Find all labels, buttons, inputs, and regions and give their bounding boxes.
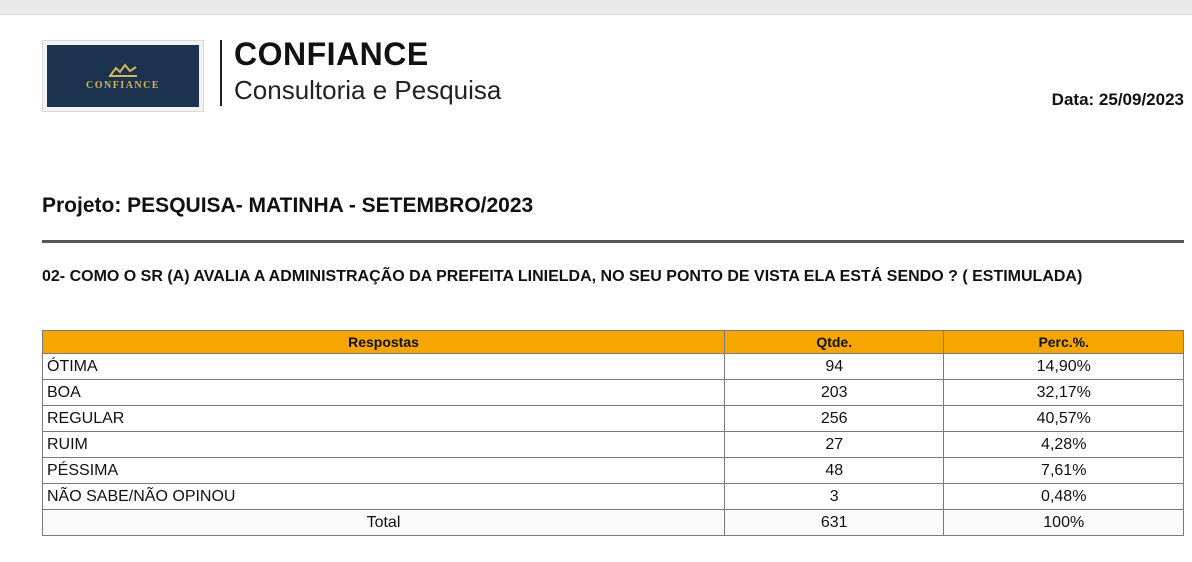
question-text: 02- COMO O SR (A) AVALIA A ADMINISTRAÇÃO DA PREFEITA LINIELDA, NO SEU PONTO DE VISTA ELA ESTÁ SENDO ? ( ESTIMULADA) (42, 268, 1083, 285)
total-qtde: 631 (724, 510, 944, 536)
total-row (43, 510, 1184, 536)
table-row (43, 380, 1184, 406)
row-label: PÉSSIMA (43, 458, 725, 484)
logo-panel (47, 45, 199, 107)
header-divider (220, 40, 222, 106)
project-title: Projeto: PESQUISA- MATINHA - SETEMBRO/2023 (42, 194, 534, 217)
table-row (43, 432, 1184, 458)
horizontal-rule (42, 240, 1184, 243)
table-row (43, 406, 1184, 432)
logo-emblem-icon (106, 62, 140, 78)
total-perc: 100% (944, 510, 1184, 536)
brand-title: CONFIANCE (234, 36, 429, 72)
row-qtde: 94 (724, 354, 944, 380)
row-qtde: 48 (724, 458, 944, 484)
total-label: Total (43, 510, 725, 536)
row-label: BOA (43, 380, 725, 406)
row-label: RUIM (43, 432, 725, 458)
column-header-qtde: Qtde. (724, 331, 944, 354)
row-label: REGULAR (43, 406, 725, 432)
top-bar (0, 0, 1192, 15)
report-date: Data: 25/09/2023 (1051, 90, 1184, 109)
row-perc: 0,48% (944, 484, 1184, 510)
row-perc: 4,28% (944, 432, 1184, 458)
row-perc: 40,57% (944, 406, 1184, 432)
column-header-respostas: Respostas (43, 331, 725, 354)
table-header-row (43, 331, 1184, 354)
row-label: ÓTIMA (43, 354, 725, 380)
row-perc: 14,90% (944, 354, 1184, 380)
row-qtde: 256 (724, 406, 944, 432)
row-perc: 7,61% (944, 458, 1184, 484)
row-qtde: 27 (724, 432, 944, 458)
table-row (43, 354, 1184, 380)
row-qtde: 3 (724, 484, 944, 510)
logo-text: CONFIANCE (85, 79, 161, 91)
row-perc: 32,17% (944, 380, 1184, 406)
table-row (43, 458, 1184, 484)
results-table (42, 330, 1184, 536)
column-header-perc: Perc.%. (944, 331, 1184, 354)
brand-subtitle: Consultoria e Pesquisa (234, 75, 502, 105)
company-logo (42, 40, 204, 112)
table-row (43, 484, 1184, 510)
row-qtde: 203 (724, 380, 944, 406)
row-label: NÃO SABE/NÃO OPINOU (43, 484, 725, 510)
